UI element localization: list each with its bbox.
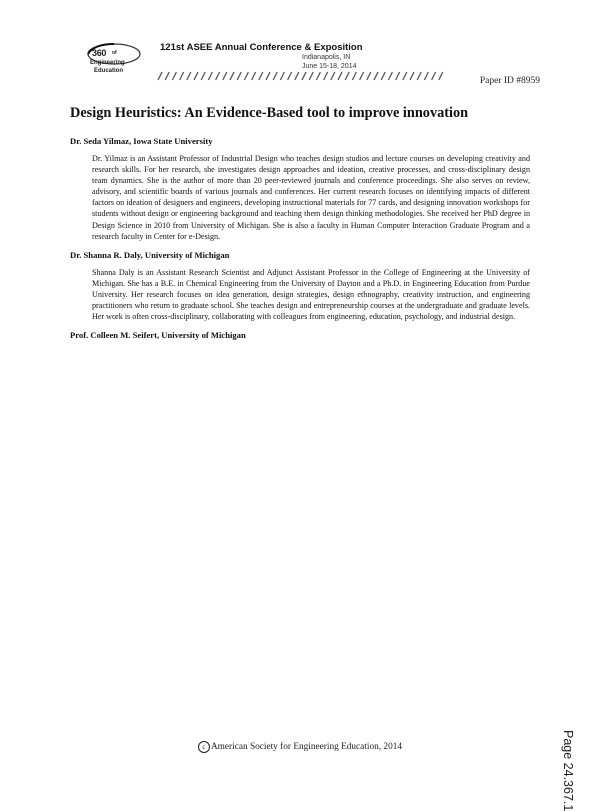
paper-content (70, 104, 530, 347)
page-number-stamp: Page 24.367.1 (561, 730, 575, 811)
copyright-icon: c (198, 741, 210, 753)
logo-line-2: Education (94, 68, 124, 74)
paper-id: Paper ID #8959 (479, 76, 540, 86)
header-slash-pattern-icon (154, 71, 454, 81)
copyright-text: American Society for Engineering Education, 2014 (210, 742, 403, 753)
author-name: Prof. Colleen M. Seifert, University of Michigan (70, 330, 246, 341)
logo-line-1: Engineering (90, 60, 125, 66)
author-name: Dr. Shanna R. Daly, University of Michigan (70, 249, 230, 260)
conference-city: Indianapolis, IN (302, 54, 351, 61)
paper-title: Design Heuristics: An Evidence-Based tool to improve innovation (70, 105, 469, 121)
copyright-footer (0, 741, 600, 753)
conference-title: 121st ASEE Annual Conference & Exposition (160, 42, 363, 53)
logo-of: of (112, 50, 117, 56)
asee-logo (84, 40, 156, 80)
conference-date: June 15-18, 2014 (302, 63, 357, 70)
conference-header (84, 40, 554, 84)
logo-number: 360 (92, 48, 107, 58)
author-name: Dr. Seda Yilmaz, Iowa State University (70, 136, 213, 146)
author-bio: Dr. Yilmaz is an Assistant Professor of Industrial Design who teaches design studios and lecture courses on developing creativity and research skills. For her research, she investigates design approaches and ideation, creative processes, and cross-disciplinary design team dynamics. She is the author of more than 20 peer-reviewed journals and conference proceedings. She also serves on review, advisory, and scientific boards of various journals and conferences. Her current research focuses on identifying impacts of different factors on ideation of designers and engineers, developing instructional materials for 77 cards, and designing innovation workshops for students without design or engineering background and teaching them design thinking methodologies. She received her PhD degree in Design Science in 2010 from University of Michigan. She is also a faculty in Human Computer Interaction Graduate Program and a research faculty in Center for e-Design. (92, 154, 530, 241)
author-bio: Shanna Daly is an Assistant Research Scientist and Adjunct Assistant Professor in the College of Engineering at the University of Michigan. She has a B.E. in Chemical Engineering from the University of Dayton and a Ph.D. in Engineering Education from Purdue University. Her research focuses on idea generation, design strategies, design ethnography, creativity instruction, and engineering practitioners who return to graduate school. She teaches design and entrepreneurship courses at the undergraduate and graduate levels. Her work is often cross-disciplinary, collaborating with colleagues from engineering, education, psychology, and industrial design. (92, 267, 530, 322)
